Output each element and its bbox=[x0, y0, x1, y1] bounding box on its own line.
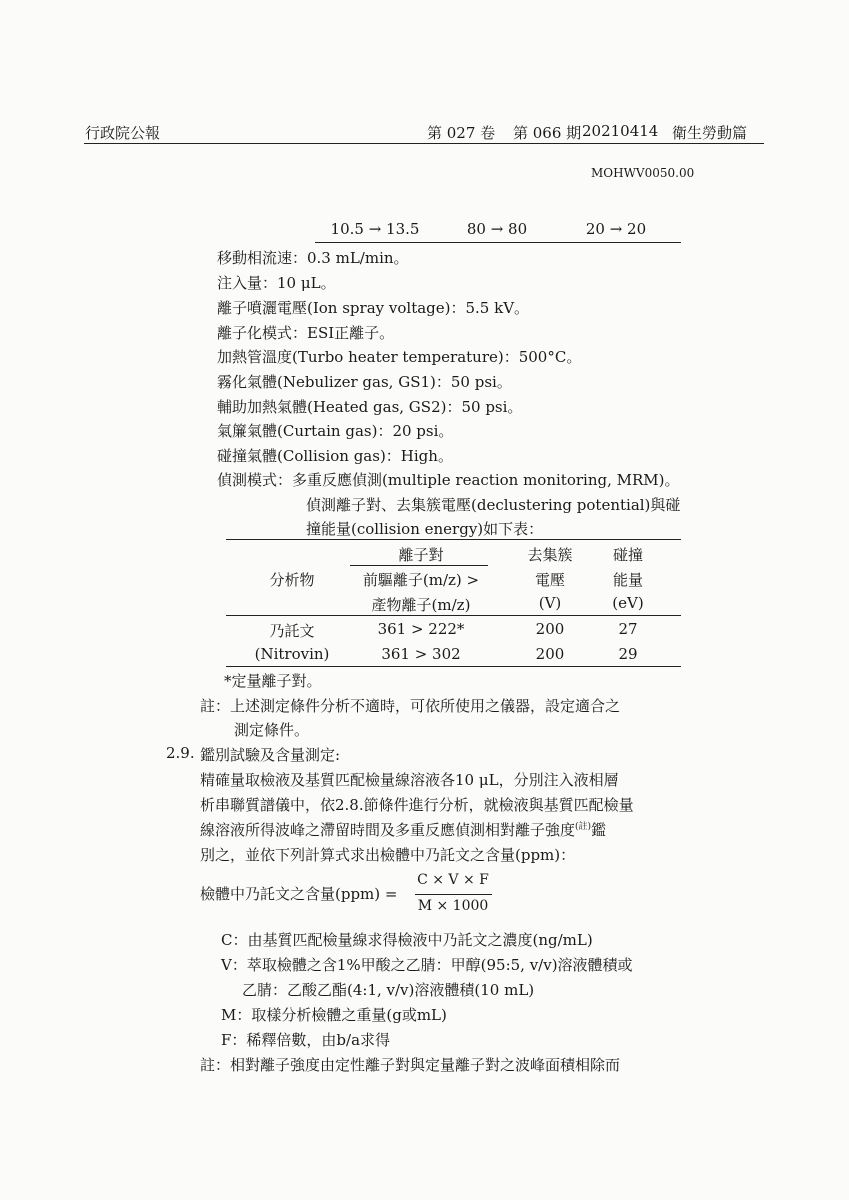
table-footnote: *定量離子對。 bbox=[224, 672, 322, 690]
table-header-ion-pair: 離子對 bbox=[398, 546, 444, 564]
table-cell-analyte: 乃託文 bbox=[269, 622, 315, 640]
section-title: 鑑別試驗及含量測定: bbox=[200, 746, 341, 764]
paragraph-line: 精確量取檢液及基質匹配檢量線溶液各10 μL，分別注入液相層 bbox=[200, 771, 619, 789]
formula-lhs: 檢體中乃託文之含量(ppm) = bbox=[200, 885, 398, 903]
table-header-dp-unit: (V) bbox=[538, 594, 562, 612]
definition-line: F：稀釋倍數，由b/a求得 bbox=[221, 1031, 391, 1049]
mrm-intro-line: 偵測離子對、去集簇電壓(declustering potential)與碰 bbox=[306, 496, 681, 514]
doc-code: MOHWV0050.00 bbox=[591, 166, 695, 180]
table-cell-dp: 200 bbox=[535, 620, 565, 638]
table-bottom-rule bbox=[226, 666, 681, 667]
condition-line: 氣簾氣體(Curtain gas)：20 psi。 bbox=[217, 422, 454, 440]
table-cell-ion-pair: 361 > 302 bbox=[381, 645, 461, 663]
table-header-precursor: 前驅離子(m/z) > bbox=[362, 571, 480, 589]
section-name: 衛生勞動篇 bbox=[672, 124, 748, 142]
definition-line: V：萃取檢體之含1%甲酸之乙腈：甲醇(95:5, v/v)溶液體積或 bbox=[221, 956, 633, 974]
section-number: 2.9. bbox=[166, 744, 195, 762]
condition-line: 輔助加熱氣體(Heated gas, GS2)：50 psi。 bbox=[217, 398, 523, 416]
table-header-analyte: 分析物 bbox=[269, 571, 315, 589]
table-header-product: 產物離子(m/z) bbox=[371, 596, 471, 614]
table-header-ce: 能量 bbox=[612, 571, 644, 589]
condition-line: 加熱管溫度(Turbo heater temperature)：500°C。 bbox=[217, 348, 582, 366]
table-cell-analyte: (Nitrovin) bbox=[254, 645, 330, 663]
definition-line: C：由基質匹配檢量線求得檢液中乃託文之濃度(ng/mL) bbox=[221, 931, 593, 949]
issue: 第 066 期 bbox=[513, 124, 582, 142]
volume: 第 027 卷 bbox=[427, 124, 496, 142]
publication-name: 行政院公報 bbox=[85, 124, 161, 142]
paragraph-line: 別之，並依下列計算式求出檢體中乃託文之含量(ppm)： bbox=[200, 846, 576, 864]
mrm-intro-line: 撞能量(collision energy)如下表： bbox=[306, 520, 544, 538]
condition-line: 偵測模式：多重反應偵測(multiple reaction monitoring, MRM)。 bbox=[217, 471, 680, 489]
table-cell-ion-pair: 361 > 222* bbox=[377, 620, 465, 638]
definition-line: M：取樣分析檢體之重量(g或mL) bbox=[221, 1006, 447, 1024]
table-cell-ce: 29 bbox=[618, 645, 638, 663]
table-header-ce-unit: (eV) bbox=[612, 594, 644, 612]
gradient-table-rule bbox=[315, 242, 681, 243]
header-rule bbox=[84, 143, 764, 144]
condition-line: 離子化模式：ESI正離子。 bbox=[217, 324, 395, 342]
condition-line: 霧化氣體(Nebulizer gas, GS1)：50 psi。 bbox=[217, 373, 512, 391]
paragraph-line bbox=[200, 819, 606, 840]
table-header-dp: 去集簇 bbox=[527, 546, 573, 564]
table-header-rule bbox=[226, 615, 681, 616]
condition-line: 注入量：10 μL。 bbox=[217, 274, 336, 292]
table-cell-ce: 27 bbox=[618, 620, 638, 638]
note-superscript: (註) bbox=[575, 822, 592, 832]
condition-line: 移動相流速：0.3 mL/min。 bbox=[217, 249, 409, 267]
paragraph-line: 析串聯質譜儀中，依2.8.節條件進行分析，就檢液與基質匹配檢量 bbox=[200, 796, 634, 814]
condition-line: 碰撞氣體(Collision gas)：High。 bbox=[217, 447, 453, 465]
definition-line: 乙腈：乙酸乙酯(4:1, v/v)溶液體積(10 mL) bbox=[242, 981, 535, 999]
formula-numerator: C × V × F bbox=[417, 872, 489, 888]
paragraph-text: 鑑 bbox=[591, 821, 607, 839]
table-header-dp: 電壓 bbox=[534, 571, 566, 589]
note-line: 註：上述測定條件分析不適時，可依所使用之儀器，設定適合之 bbox=[200, 697, 621, 715]
gradient-cell: 20 → 20 bbox=[585, 220, 647, 238]
gradient-cell: 80 → 80 bbox=[466, 220, 528, 238]
paragraph-text: 線溶液所得波峰之滯留時間及多重反應偵測相對離子強度 bbox=[200, 821, 576, 839]
note-line: 測定條件。 bbox=[234, 721, 310, 739]
ion-pair-subrule bbox=[350, 565, 488, 566]
table-top-rule bbox=[226, 539, 681, 540]
table-header-ce: 碰撞 bbox=[612, 546, 644, 564]
date: 20210414 bbox=[582, 122, 659, 140]
fraction-bar bbox=[415, 894, 492, 895]
condition-line: 離子噴灑電壓(Ion spray voltage)：5.5 kV。 bbox=[217, 299, 530, 317]
table-cell-dp: 200 bbox=[535, 645, 565, 663]
formula-denominator: M × 1000 bbox=[417, 898, 489, 914]
gradient-cell: 10.5 → 13.5 bbox=[330, 220, 420, 238]
note-line: 註：相對離子強度由定性離子對與定量離子對之波峰面積相除而 bbox=[200, 1056, 621, 1074]
